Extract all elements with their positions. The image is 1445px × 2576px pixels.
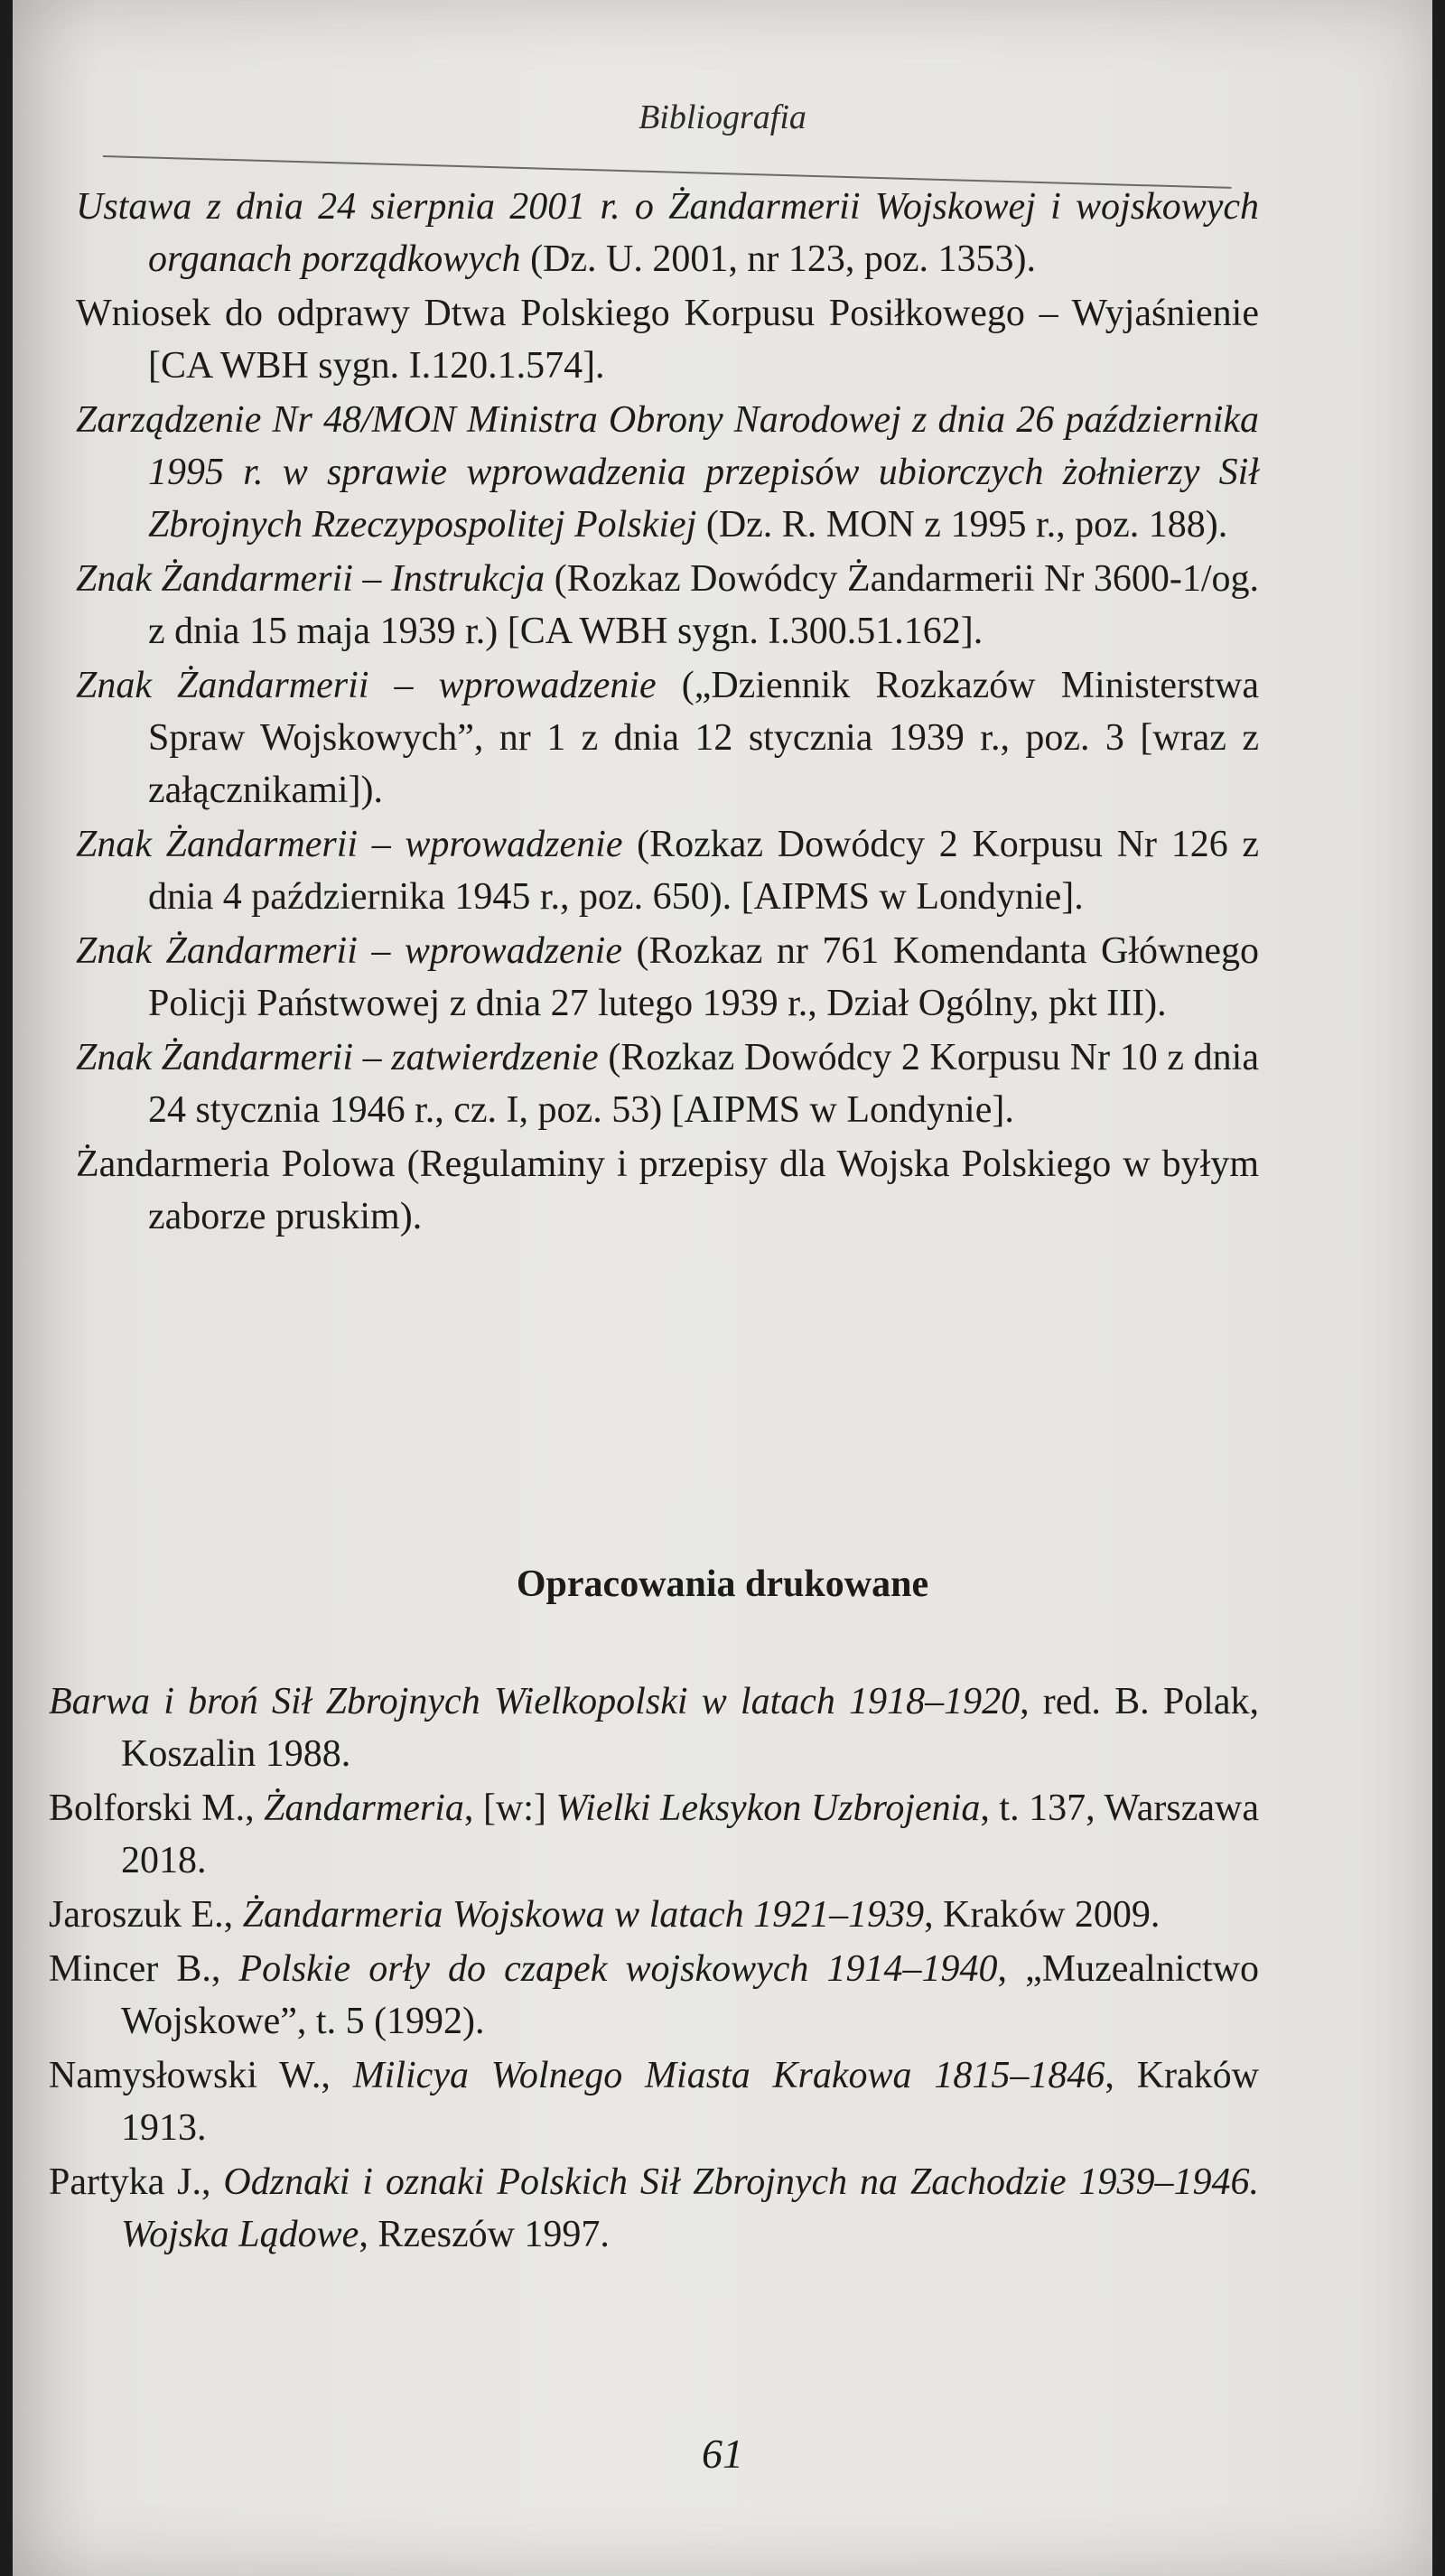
entry-text: Mincer B., xyxy=(49,1948,239,1990)
entry-text: („Dziennik Rozkazów Ministerstwa Spraw Wojskowych”, nr 1 z dnia 12 stycznia 1939 r., poz. 3 [wraz z załącznikami]). xyxy=(148,665,1259,811)
book-page xyxy=(13,0,1432,2576)
entry-title: Żandarmeria xyxy=(264,1787,464,1829)
entry-title: Zarządzenie Nr 48/MON Ministra Obrony Narodowej z dnia 26 października 1995 r. w sprawie wprowadzenia przepisów ubiorczych żołnierzy Sił Zbrojnych Rzeczypospolitej Polskiej xyxy=(76,399,1259,546)
entry-text: (Rozkaz Dowódcy 2 Korpusu Nr 126 z dnia 4 października 1945 r., poz. 650). [AIPMS w Londynie]. xyxy=(148,824,1260,918)
bibliography-entry xyxy=(76,1031,1259,1136)
entry-text: Bolforski M., xyxy=(49,1787,265,1829)
bibliography-entry xyxy=(49,1675,1259,1780)
entry-title: Ustawa z dnia 24 sierpnia 2001 r. o Żandarmerii Wojskowej i wojskowych organach porządkowych xyxy=(76,186,1259,280)
entry-title: Znak Żandarmerii – zatwierdzenie xyxy=(76,1037,599,1078)
bibliography-entry xyxy=(76,287,1259,392)
entry-text: Żandarmeria Polowa (Regulaminy i przepisy dla Wojska Polskiego w byłym zaborze pruskim). xyxy=(76,1143,1259,1237)
entry-text: (Rozkaz nr 761 Komendanta Głównego Policji Państwowej z dnia 27 lutego 1939 r., Dział Ogólny, pkt III). xyxy=(148,930,1260,1024)
bibliography-entry xyxy=(76,394,1259,551)
running-head: Bibliografia xyxy=(639,98,806,136)
entry-title: Znak Żandarmerii – wprowadzenie xyxy=(76,824,623,865)
entry-title: Znak Żandarmerii – Instrukcja xyxy=(76,558,545,600)
entry-text: Wniosek do odprawy Dtwa Polskiego Korpusu Posiłkowego – Wyjaśnienie [CA WBH sygn. I.120.1.574]. xyxy=(76,293,1259,387)
bibliography-entry xyxy=(49,2156,1259,2261)
entry-text: , t. 137, Warszawa 2018. xyxy=(121,1787,1259,1881)
entry-title: Znak Żandarmerii – wprowadzenie xyxy=(76,665,657,706)
entry-text: (Dz. R. MON z 1995 r., poz. 188). xyxy=(696,504,1228,546)
bibliography-entry xyxy=(76,659,1259,817)
entry-title: Znak Żandarmerii – wprowadzenie xyxy=(76,930,622,972)
bibliography-entry xyxy=(76,553,1259,658)
entry-text: (Rozkaz Dowódcy Żandarmerii Nr 3600-1/og. z dnia 15 maja 1939 r.) [CA WBH sygn. I.300.51.162]. xyxy=(148,558,1259,652)
primary-sources-list xyxy=(76,181,1259,1245)
entry-text: Partyka J., xyxy=(49,2161,224,2203)
bibliography-entry xyxy=(76,818,1259,923)
entry-title: Polskie orły do czapek wojskowych 1914–1940 xyxy=(238,1948,998,1990)
bibliography-entry xyxy=(49,2049,1259,2154)
entry-text: , Rzeszów 1997. xyxy=(359,2214,610,2255)
entry-text: (Rozkaz Dowódcy 2 Korpusu Nr 10 z dnia 24 stycznia 1946 r., cz. I, poz. 53) [AIPMS w Londynie]. xyxy=(148,1037,1259,1131)
entry-title: Barwa i broń Sił Zbrojnych Wielkopolski w latach 1918–1920 xyxy=(49,1681,1021,1722)
section-title: Opracowania drukowane xyxy=(516,1563,929,1605)
entry-text: , [w:] xyxy=(463,1787,556,1829)
entry-text: , „Muzealnictwo Wojskowe”, t. 5 (1992). xyxy=(121,1948,1260,2042)
entry-title: Odznaki i oznaki Polskich Sił Zbrojnych na Zachodzie 1939–1946. Wojska Lądowe xyxy=(121,2161,1259,2255)
bibliography-entry xyxy=(76,1138,1259,1243)
entry-title: Wielki Leksykon Uzbrojenia xyxy=(555,1787,981,1829)
entry-text: , Kraków 1913. xyxy=(121,2055,1260,2149)
entry-text: , Kraków 2009. xyxy=(924,1894,1161,1936)
entry-text: , red. B. Polak, Koszalin 1988. xyxy=(121,1681,1259,1775)
entry-title: Żandarmeria Wojskowa w latach 1921–1939 xyxy=(242,1894,925,1936)
entry-text: Jaroszuk E., xyxy=(49,1894,243,1936)
entry-text: (Dz. U. 2001, nr 123, poz. 1353). xyxy=(520,238,1036,280)
entry-text: Namysłowski W., xyxy=(49,2055,353,2096)
bibliography-entry xyxy=(49,1782,1259,1887)
bibliography-entry xyxy=(76,925,1259,1030)
bibliography-entry xyxy=(49,1889,1259,1941)
printed-studies-list xyxy=(49,1675,1259,2263)
bibliography-entry xyxy=(76,181,1259,285)
entry-title: Milicya Wolnego Miasta Krakowa 1815–1846 xyxy=(352,2055,1105,2096)
page-number: 61 xyxy=(702,2431,743,2477)
bibliography-entry xyxy=(49,1943,1259,2048)
